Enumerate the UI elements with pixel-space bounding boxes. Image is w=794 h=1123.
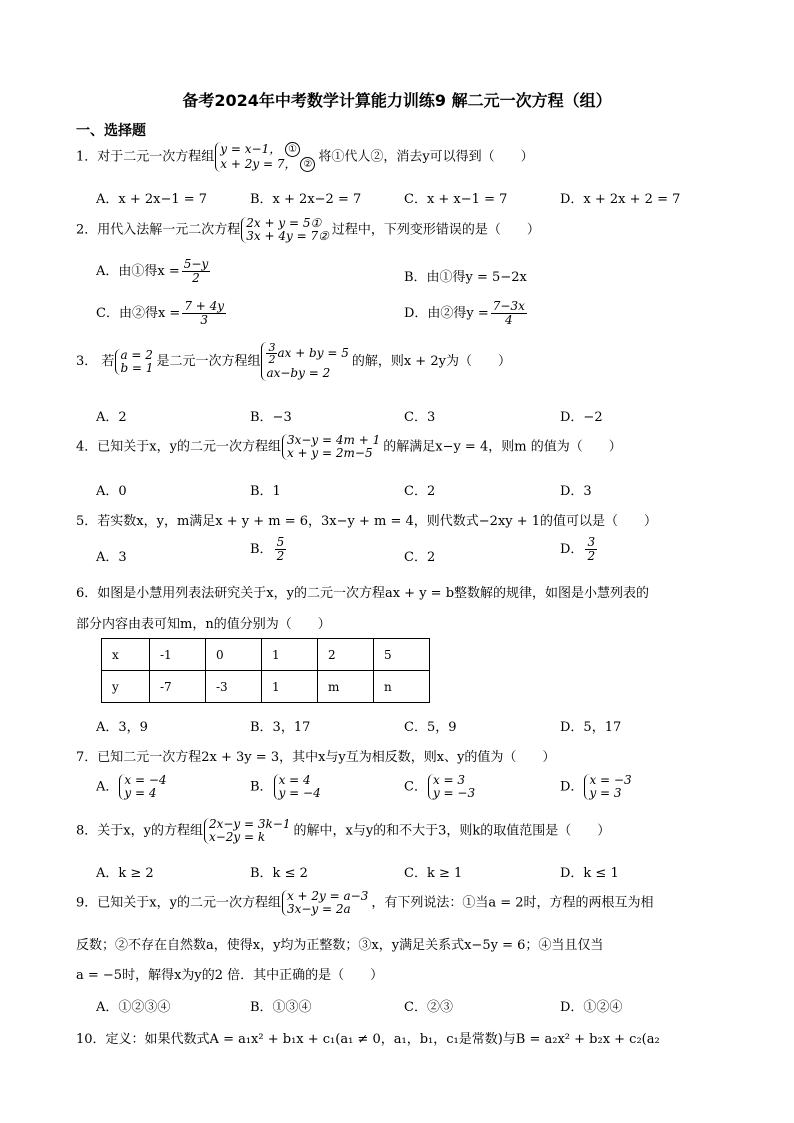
table-cell: -3 <box>206 671 262 703</box>
question-text: 关于x，y的方程组 <box>97 823 203 839</box>
table-cell: 5 <box>374 639 430 671</box>
question-text: a = −5时，解得x为y的2 倍．其中正确的是（ ） <box>76 968 384 983</box>
table-row <box>102 639 430 671</box>
option-c[interactable]: C．②③ <box>404 1000 453 1015</box>
option-b[interactable]: B．k ≤ 2 <box>250 866 308 881</box>
question-3 <box>76 342 511 381</box>
question-number: 4． <box>76 439 98 455</box>
question-text: 过程中，下列变形错误的是（ ） <box>331 222 540 238</box>
option-b[interactable]: B．①③④ <box>250 1000 312 1015</box>
option-d[interactable]: D．−2 <box>560 410 603 425</box>
option-a[interactable]: A．3，9 <box>96 720 148 735</box>
option-c[interactable]: C．2 <box>404 484 436 499</box>
question-text: ，有下列说法：①当a = 2时，方程的两根互为相 <box>371 895 654 911</box>
equation-system: x + 2y = a−3 3x−y = 2a <box>282 890 370 916</box>
option-b[interactable]: B． x = 4 y = −4 <box>250 773 321 800</box>
table-cell: m <box>318 671 374 703</box>
solution-system: a = 2 b = 1 <box>115 349 155 375</box>
option-d[interactable]: D． x = −3 y = 3 <box>560 773 632 800</box>
option-d[interactable]: D．x + 2x + 2 = 7 <box>560 192 681 207</box>
option-a[interactable]: A．3 <box>96 550 127 565</box>
option-b[interactable]: B．x + 2x−2 = 7 <box>250 192 362 207</box>
equation-system: $\frac{3}{2}$ ax + by = 5 ax−by = 2 <box>261 342 350 381</box>
question-number: 8． <box>76 823 98 839</box>
equation-system: 3x−y = 4m + 1 x + y = 2m−5 <box>282 434 382 460</box>
question-6 <box>76 582 649 601</box>
question-7 <box>76 746 555 765</box>
table-cell: -1 <box>150 639 206 671</box>
option-c[interactable]: C．3 <box>404 410 436 425</box>
question-8 <box>76 818 610 844</box>
table-cell: x <box>102 639 150 671</box>
table-cell: 1 <box>262 639 318 671</box>
question-number: 10． <box>76 1032 106 1047</box>
question-text: 将①代人②，消去y可以得到（ ） <box>318 149 534 165</box>
option-b[interactable]: B．由①得y = 5−2x <box>404 270 527 285</box>
option-b[interactable]: B．1 <box>250 484 281 499</box>
question-text: 若实数x，y，m满足x + y + m = 6，3x−y + m = 4，则代数式−2xy + 1的值可以是（ ） <box>97 514 658 529</box>
question-2 <box>76 217 540 243</box>
question-10 <box>76 1028 660 1047</box>
question-text: 已知关于x，y的二元一次方程组 <box>97 895 281 911</box>
table-cell: 0 <box>206 639 262 671</box>
question-text: 定义：如果代数式A = a₁x² + b₁x + c₁(a₁ ≠ 0，a₁，b₁，c₁是常数)与B = a₂x² + b₂x + c₂(a₂ <box>105 1032 660 1047</box>
option-c[interactable]: C．5，9 <box>404 720 457 735</box>
option-a[interactable]: A．k ≥ 2 <box>96 866 154 881</box>
question-text: 的解满足x−y = 4，则m 的值为（ ） <box>383 439 622 455</box>
value-table <box>101 638 430 703</box>
question-text: 已知二元一次方程2x + 3y = 3，其中x与y互为相反数，则x、y的值为（ ） <box>97 750 556 765</box>
table-row <box>102 671 430 703</box>
question-text: 如图是小慧用列表法研究关于x，y的二元一次方程ax + y = b整数解的规律，如图是小慧列表的 <box>97 586 650 601</box>
option-d[interactable]: D．3 <box>560 484 592 499</box>
option-c[interactable]: C．x + x−1 = 7 <box>404 192 508 207</box>
table-cell: n <box>374 671 430 703</box>
option-c[interactable]: C．2 <box>404 550 436 565</box>
option-d[interactable]: D．①②④ <box>560 1000 623 1015</box>
question-4 <box>76 434 622 460</box>
question-number: 1． <box>76 149 98 165</box>
table-cell: 2 <box>318 639 374 671</box>
table-cell: -7 <box>150 671 206 703</box>
question-text: 对于二元一次方程组 <box>97 149 215 165</box>
option-c[interactable]: C． x = 3 y = −3 <box>404 773 476 800</box>
question-number: 9． <box>76 895 98 911</box>
option-c[interactable]: C．k ≥ 1 <box>404 866 463 881</box>
table-cell: 1 <box>262 671 318 703</box>
option-a[interactable]: A．①②③④ <box>96 1000 171 1015</box>
equation-system: 2x−y = 3k−1 x−2y = k <box>204 818 293 844</box>
page-title: 备考2024年中考数学计算能力训练9 解二元一次方程（组） <box>182 91 612 110</box>
option-d[interactable]: D．5，17 <box>560 720 622 735</box>
question-text: 的解，则x + 2y为（ ） <box>351 354 511 369</box>
question-text: 反数；②不存在自然数a，使得x，y均为正整数；③x，y满足关系式x−5y = 6；④当且仅当 <box>76 938 604 953</box>
option-a[interactable]: A．2 <box>96 410 127 425</box>
question-number: 5． <box>76 514 98 529</box>
option-b[interactable]: B． $\frac{5}{2}$ <box>250 535 285 563</box>
question-number: 6． <box>76 586 98 601</box>
option-c[interactable]: C．由②得x = $\frac{7 + 4y}{3}$ <box>96 299 225 327</box>
question-text: 的解中，x与y的和不大于3，则k的取值范围是（ ） <box>293 823 611 839</box>
question-number: 3． <box>76 354 98 369</box>
option-b[interactable]: B．−3 <box>250 410 292 425</box>
question-text: 已知关于x，y的二元一次方程组 <box>97 439 281 455</box>
option-d[interactable]: D．由②得y = $\frac{7-3x}{4}$ <box>404 299 525 327</box>
option-a[interactable]: A．0 <box>96 484 127 499</box>
option-d[interactable]: D．k ≤ 1 <box>560 866 619 881</box>
question-number: 7． <box>76 750 98 765</box>
equation-system: 2x + y = 5① 3x + 4y = 7② <box>241 217 331 243</box>
option-a[interactable]: A．由①得x = $\frac{5-y}{2}$ <box>96 257 209 285</box>
question-1 <box>76 142 534 172</box>
option-a[interactable]: A．x + 2x−1 = 7 <box>96 192 208 207</box>
question-text: 用代入法解一元二次方程 <box>97 222 241 238</box>
question-text: 是二元一次方程组 <box>156 354 261 369</box>
table-cell: y <box>102 671 150 703</box>
question-text: 部分内容由表可知m，n的值分别为（ ） <box>76 617 331 632</box>
question-5 <box>76 510 657 529</box>
question-number: 2． <box>76 222 98 238</box>
equation-system: y = x−1， ① x + 2y = 7， ② <box>215 142 317 172</box>
question-text: 若 <box>101 354 115 369</box>
option-d[interactable]: D． $\frac{3}{2}$ <box>560 535 596 563</box>
question-9 <box>76 890 654 916</box>
option-a[interactable]: A． x = −4 y = 4 <box>96 773 167 800</box>
section-heading: 一、选择题 <box>76 123 146 139</box>
option-b[interactable]: B．3，17 <box>250 720 311 735</box>
